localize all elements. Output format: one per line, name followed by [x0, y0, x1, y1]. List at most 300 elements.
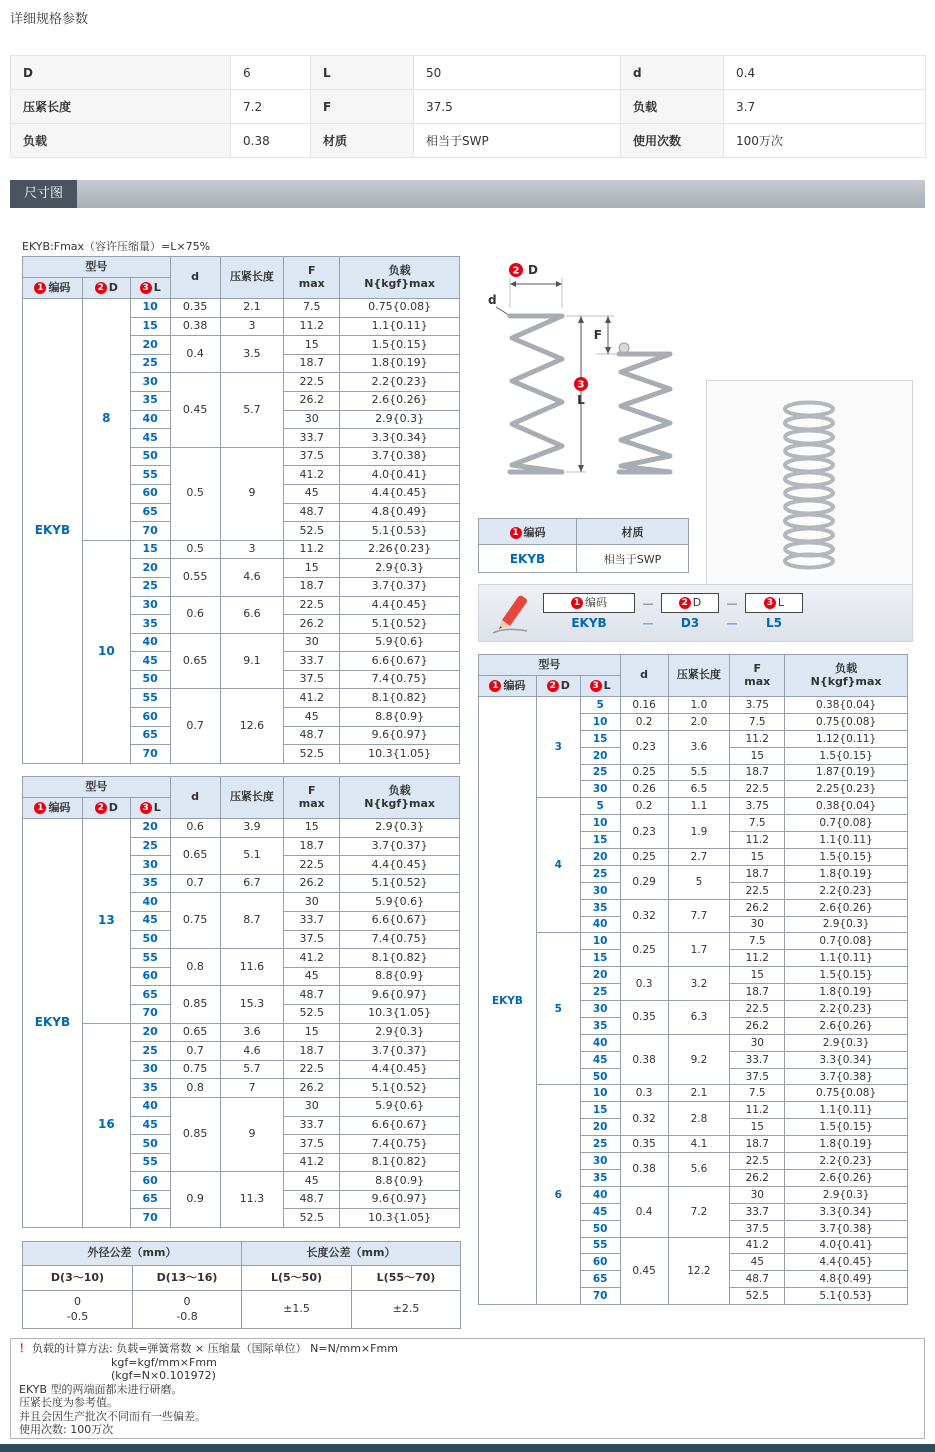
fmax-cell: 30	[284, 893, 340, 912]
compressed-length-cell: 9.1	[220, 633, 284, 689]
fmax-cell: 22.5	[284, 373, 340, 392]
load-cell: 8.8{0.9}	[340, 708, 460, 727]
tolerance-value: ±2.5	[352, 1291, 461, 1329]
load-cell: 8.8{0.9}	[340, 967, 460, 986]
load-cell: 2.9{0.3}	[340, 1023, 460, 1042]
length-cell: 25	[580, 984, 620, 1001]
wire-diameter-cell: 0.5	[170, 540, 220, 559]
spec-value: 相当于SWP	[414, 124, 621, 158]
load-cell: 3.3{0.34}	[340, 429, 460, 448]
model-code-cell: EKYB	[23, 819, 83, 1228]
length-cell: 65	[130, 1190, 170, 1209]
header-length: 3 L	[130, 278, 170, 299]
wire-diameter-cell: 0.5	[170, 447, 220, 540]
length-cell: 30	[130, 856, 170, 875]
note-line: 使用次数: 100万次	[19, 1423, 114, 1436]
fmax-cell: 30	[284, 633, 340, 652]
spec-summary-table	[10, 55, 926, 158]
length-cell: 20	[580, 747, 620, 764]
ordering-example-panel	[478, 584, 913, 642]
wire-diameter-cell: 0.32	[620, 1102, 668, 1136]
spec-value: 3.7	[724, 90, 926, 124]
compressed-length-cell: 1.0	[668, 697, 730, 714]
load-cell: 3.7{0.37}	[340, 1042, 460, 1061]
wire-diameter-cell: 0.45	[620, 1237, 668, 1305]
length-cell: 45	[130, 429, 170, 448]
wire-diameter-cell: 0.4	[620, 1186, 668, 1237]
red-number-3-icon: 3	[140, 802, 152, 814]
wire-diameter-cell: 0.75	[170, 1060, 220, 1079]
spec-label: 压紧长度	[11, 90, 231, 124]
load-cell: 2.2{0.23}	[785, 1153, 908, 1170]
fmax-cell: 18.7	[284, 1042, 340, 1061]
fmax-cell: 22.5	[730, 1153, 785, 1170]
fmax-cell: 7.5	[730, 1085, 785, 1102]
fmax-cell: 48.7	[284, 986, 340, 1005]
fmax-cell: 52.5	[284, 1209, 340, 1228]
load-cell: 10.3{1.05}	[340, 1004, 460, 1023]
length-cell: 35	[130, 874, 170, 893]
load-cell: 2.9{0.3}	[340, 410, 460, 429]
wire-diameter-cell: 0.2	[620, 713, 668, 730]
fmax-cell: 26.2	[284, 615, 340, 634]
fmax-cell: 18.7	[730, 1136, 785, 1153]
load-cell: 1.8{0.19}	[785, 865, 908, 882]
wire-diameter-cell: 0.26	[620, 781, 668, 798]
load-cell: 4.4{0.45}	[340, 1060, 460, 1079]
compressed-length-cell: 9.2	[668, 1034, 730, 1085]
length-cell: 25	[130, 354, 170, 373]
load-cell: 1.1{0.11}	[785, 832, 908, 849]
fmax-cell: 52.5	[284, 745, 340, 764]
length-cell: 50	[580, 1068, 620, 1085]
fmax-cell: 45	[284, 708, 340, 727]
page-title: 详细规格参数	[10, 12, 89, 27]
load-cell: 3.7{0.37}	[340, 837, 460, 856]
pencil-icon	[489, 592, 531, 636]
red-number-2-icon: 2	[679, 597, 691, 609]
size-row	[23, 299, 460, 318]
length-cell: 30	[130, 596, 170, 615]
fmax-cell: 26.2	[730, 1017, 785, 1034]
length-cell: 40	[580, 1034, 620, 1051]
load-cell: 9.6{0.97}	[340, 1190, 460, 1209]
fmax-cell: 41.2	[730, 1237, 785, 1254]
load-cell: 8.1{0.82}	[340, 949, 460, 968]
compressed-length-cell: 7	[220, 1079, 284, 1098]
load-cell: 1.12{0.11}	[785, 730, 908, 747]
dimension-section-badge: 尺寸图	[10, 180, 77, 208]
length-cell: 30	[130, 373, 170, 392]
note-line: EKYB 型的两端面都未进行研磨。	[19, 1382, 183, 1396]
wire-diameter-cell: 0.23	[620, 815, 668, 849]
load-cell: 8.1{0.82}	[340, 689, 460, 708]
spec-value: 6	[231, 56, 311, 90]
order-dash: —	[726, 616, 738, 630]
fmax-cell: 30	[730, 1186, 785, 1203]
spec-value: 0.4	[724, 56, 926, 90]
load-cell: 3.3{0.34}	[785, 1203, 908, 1220]
wire-diameter-cell: 0.75	[170, 893, 220, 949]
length-cell: 30	[580, 1153, 620, 1170]
load-cell: 2.9{0.3}	[785, 1034, 908, 1051]
fmax-cell: 48.7	[284, 503, 340, 522]
length-cell: 15	[130, 317, 170, 336]
length-cell: 50	[130, 1135, 170, 1154]
fmax-cell: 18.7	[284, 837, 340, 856]
load-cell: 2.26{0.23}	[340, 540, 460, 559]
outer-diameter-cell: 6	[536, 1085, 580, 1305]
length-cell: 5	[580, 798, 620, 815]
fmax-cell: 15	[730, 1119, 785, 1136]
length-cell: 65	[130, 503, 170, 522]
wire-diameter-cell: 0.38	[620, 1034, 668, 1085]
size-table-d13-d16	[22, 776, 460, 1228]
length-cell: 20	[130, 559, 170, 578]
load-cell: 10.3{1.05}	[340, 1209, 460, 1228]
load-cell: 0.38{0.04}	[785, 798, 908, 815]
length-cell: 40	[580, 916, 620, 933]
compressed-length-cell: 2.7	[668, 849, 730, 866]
load-cell: 9.6{0.97}	[340, 986, 460, 1005]
wire-diameter-cell: 0.35	[620, 1136, 668, 1153]
fmax-cell: 22.5	[284, 1060, 340, 1079]
spring-compressed-illustration	[619, 354, 670, 472]
compressed-length-cell: 4.6	[220, 559, 284, 596]
header-load: 负载 N{kgf}max	[785, 655, 908, 697]
fmax-cell: 15	[730, 967, 785, 984]
length-cell: 30	[580, 882, 620, 899]
length-cell: 20	[130, 819, 170, 838]
load-cell: 4.8{0.49}	[340, 503, 460, 522]
red-number-3-icon: 3	[140, 282, 152, 294]
fmax-cell: 15	[284, 559, 340, 578]
length-tolerance-header: 长度公差（mm）	[242, 1242, 461, 1266]
spring-size-table	[22, 776, 460, 1228]
load-cell: 2.9{0.3}	[785, 916, 908, 933]
load-cell: 2.6{0.26}	[785, 1017, 908, 1034]
header-code: 1 编码	[479, 676, 537, 697]
fmax-cell: 18.7	[730, 764, 785, 781]
load-cell: 1.5{0.15}	[785, 967, 908, 984]
fmax-cell: 22.5	[730, 1001, 785, 1018]
length-cell: 60	[580, 1254, 620, 1271]
wire-diameter-cell: 0.25	[620, 764, 668, 781]
load-cell: 1.1{0.11}	[340, 317, 460, 336]
wire-diameter-cell: 0.45	[170, 373, 220, 447]
tolerance-range: D(13～16)	[133, 1266, 242, 1291]
fmax-cell: 22.5	[284, 596, 340, 615]
wire-diameter-cell: 0.6	[170, 819, 220, 838]
spec-value: 7.2	[231, 90, 311, 124]
size-row	[479, 1085, 908, 1102]
load-cell: 2.6{0.26}	[340, 391, 460, 410]
fmax-cell: 11.2	[730, 832, 785, 849]
fmax-cell: 45	[284, 484, 340, 503]
spec-label: d	[621, 56, 724, 90]
compressed-length-cell: 3.9	[220, 819, 284, 838]
fmax-cell: 33.7	[284, 429, 340, 448]
length-cell: 45	[130, 1116, 170, 1135]
size-row	[23, 1023, 460, 1042]
fmax-cell: 41.2	[284, 1153, 340, 1172]
load-cell: 1.5{0.15}	[340, 336, 460, 355]
spec-value: 100万次	[724, 124, 926, 158]
load-cell: 2.2{0.23}	[785, 1001, 908, 1018]
load-cell: 5.1{0.53}	[785, 1288, 908, 1305]
fmax-cell: 33.7	[730, 1203, 785, 1220]
dimension-section-bar	[10, 180, 925, 208]
compressed-length-cell: 9	[220, 447, 284, 540]
compressed-length-cell: 3.6	[220, 1023, 284, 1042]
load-cell: 5.1{0.52}	[340, 1079, 460, 1098]
length-cell: 70	[130, 1004, 170, 1023]
load-cell: 6.6{0.67}	[340, 1116, 460, 1135]
wire-diameter-cell: 0.2	[620, 798, 668, 815]
fmax-cell: 22.5	[730, 781, 785, 798]
spec-label: 负载	[11, 124, 231, 158]
fmax-cell: 30	[730, 1034, 785, 1051]
compressed-length-cell: 1.1	[668, 798, 730, 815]
size-table-d3-d6	[478, 654, 908, 1305]
fmax-cell: 48.7	[284, 1190, 340, 1209]
wire-diameter-cell: 0.3	[620, 1085, 668, 1102]
load-cell: 3.7{0.38}	[785, 1220, 908, 1237]
load-cell: 1.5{0.15}	[785, 1119, 908, 1136]
fmax-cell: 18.7	[284, 354, 340, 373]
length-cell: 20	[580, 849, 620, 866]
load-cell: 2.6{0.26}	[785, 899, 908, 916]
fmax-cell: 7.5	[730, 933, 785, 950]
load-cell: 5.1{0.52}	[340, 615, 460, 634]
load-cell: 4.4{0.45}	[340, 856, 460, 875]
note-line: 并且会因生产批次不同而有一些偏差。	[19, 1409, 206, 1423]
fmax-cell: 33.7	[730, 1051, 785, 1068]
wire-diameter-cell: 0.38	[620, 1153, 668, 1187]
compressed-length-cell: 6.3	[668, 1001, 730, 1035]
size-row	[479, 697, 908, 714]
load-cell: 5.9{0.6}	[340, 1097, 460, 1116]
length-cell: 5	[580, 697, 620, 714]
fmax-cell: 48.7	[284, 726, 340, 745]
outer-diameter-cell: 16	[82, 1023, 130, 1228]
load-cell: 2.9{0.3}	[785, 1186, 908, 1203]
header-model: 型号	[23, 777, 171, 798]
load-cell: 2.2{0.23}	[340, 373, 460, 392]
length-cell: 25	[580, 1136, 620, 1153]
header-compress: 压紧长度	[220, 777, 284, 819]
wire-diameter-cell: 0.3	[620, 967, 668, 1001]
order-code-value: EKYB	[571, 616, 607, 630]
compressed-length-cell: 3.2	[668, 967, 730, 1001]
red-number-1-icon: 1	[34, 802, 46, 814]
length-cell: 60	[130, 708, 170, 727]
length-cell: 45	[130, 652, 170, 671]
spec-value: 37.5	[414, 90, 621, 124]
compressed-length-cell: 3	[220, 540, 284, 559]
load-cell: 1.1{0.11}	[785, 950, 908, 967]
compressed-length-cell: 2.8	[668, 1102, 730, 1136]
outer-diameter-cell: 13	[82, 819, 130, 1024]
load-cell: 4.0{0.41}	[340, 466, 460, 485]
spring-free-illustration	[510, 316, 562, 472]
wire-diameter-cell: 0.7	[170, 1042, 220, 1061]
length-cell: 65	[580, 1271, 620, 1288]
fmax-cell: 26.2	[730, 899, 785, 916]
length-cell: 45	[130, 911, 170, 930]
tolerance-table-wrap	[22, 1241, 460, 1329]
load-cell: 0.7{0.08}	[785, 933, 908, 950]
header-model: 型号	[479, 655, 621, 676]
compressed-length-cell: 6.7	[220, 874, 284, 893]
length-cell: 30	[130, 1060, 170, 1079]
order-dash: —	[642, 616, 654, 630]
load-cell: 5.1{0.52}	[340, 874, 460, 893]
compressed-length-cell: 6.6	[220, 596, 284, 633]
load-cell: 1.8{0.19}	[785, 1136, 908, 1153]
load-cell: 6.6{0.67}	[340, 652, 460, 671]
length-cell: 55	[130, 689, 170, 708]
fmax-cell: 37.5	[730, 1220, 785, 1237]
outer-diameter-cell: 8	[82, 299, 130, 541]
compressed-length-cell: 1.7	[668, 933, 730, 967]
wire-diameter-cell: 0.35	[620, 1001, 668, 1035]
length-cell: 70	[580, 1288, 620, 1305]
load-cell: 2.2{0.23}	[785, 882, 908, 899]
material-code-header: 1 编码	[479, 519, 577, 545]
tolerance-value: 0 -0.8	[133, 1291, 242, 1329]
load-cell: 2.25{0.23}	[785, 781, 908, 798]
length-cell: 10	[580, 815, 620, 832]
fmax-cell: 7.5	[730, 713, 785, 730]
compressed-length-cell: 12.6	[220, 689, 284, 763]
fmax-cell: 26.2	[284, 874, 340, 893]
red-number-1-icon: 1	[34, 282, 46, 294]
red-number-1-icon: 1	[571, 597, 583, 609]
red-number-2-icon: 2	[95, 282, 107, 294]
load-cell: 4.4{0.45}	[340, 596, 460, 615]
wire-diameter-cell: 0.32	[620, 899, 668, 933]
compressed-length-cell: 3	[220, 317, 284, 336]
length-cell: 35	[580, 1017, 620, 1034]
fmax-cell: 11.2	[284, 317, 340, 336]
length-cell: 10	[580, 713, 620, 730]
red-number-2-icon: 2	[547, 680, 559, 692]
length-cell: 40	[580, 1186, 620, 1203]
length-cell: 30	[580, 781, 620, 798]
load-cell: 2.6{0.26}	[785, 1169, 908, 1186]
header-load: 负载 N{kgf}max	[340, 257, 460, 299]
length-cell: 50	[130, 447, 170, 466]
load-cell: 0.75{0.08}	[785, 1085, 908, 1102]
spec-row	[11, 124, 926, 158]
fmax-cell: 33.7	[284, 652, 340, 671]
spec-label: 材质	[311, 124, 414, 158]
tolerance-range: L(55～70)	[352, 1266, 461, 1291]
load-cell: 3.7{0.37}	[340, 577, 460, 596]
outer-diameter-cell: 3	[536, 697, 580, 798]
tolerance-range: D(3～10)	[23, 1266, 133, 1291]
length-cell: 40	[130, 633, 170, 652]
compressed-length-cell: 4.1	[668, 1136, 730, 1153]
order-code-box: 1 编码	[543, 593, 635, 613]
compressed-length-cell: 12.2	[668, 1237, 730, 1305]
wire-diameter-cell: 0.7	[170, 874, 220, 893]
length-cell: 70	[130, 522, 170, 541]
load-cell: 1.1{0.11}	[785, 1102, 908, 1119]
header-fmax: F max	[730, 655, 785, 697]
svg-text:2: 2	[512, 265, 520, 277]
length-cell: 15	[580, 950, 620, 967]
header-model: 型号	[23, 257, 171, 278]
product-photo	[706, 380, 913, 590]
load-cell: 1.5{0.15}	[785, 849, 908, 866]
material-value: 相当于SWP	[577, 545, 689, 573]
header-outer-diameter: 2 D	[82, 798, 130, 819]
load-cell: 1.5{0.15}	[785, 747, 908, 764]
compressed-length-cell: 3.6	[668, 730, 730, 764]
load-cell: 7.4{0.75}	[340, 670, 460, 689]
red-number-1-icon: 1	[489, 680, 501, 692]
wire-diameter-cell: 0.9	[170, 1172, 220, 1228]
length-cell: 25	[580, 865, 620, 882]
load-cell: 3.7{0.38}	[785, 1068, 908, 1085]
load-cell: 5.9{0.6}	[340, 893, 460, 912]
length-cell: 45	[580, 1203, 620, 1220]
wire-diameter-cell: 0.65	[170, 1023, 220, 1042]
compressed-length-cell: 11.6	[220, 949, 284, 986]
model-code-cell: EKYB	[23, 299, 83, 764]
header-length: 3 L	[130, 798, 170, 819]
outer-diameter-cell: 10	[82, 540, 130, 763]
wire-diameter-cell: 0.65	[170, 837, 220, 874]
length-cell: 50	[130, 930, 170, 949]
compressed-length-cell: 7.2	[668, 1186, 730, 1237]
wire-diameter-cell: 0.8	[170, 1079, 220, 1098]
fmax-cell: 11.2	[730, 730, 785, 747]
length-cell: 25	[130, 577, 170, 596]
fmax-cell: 37.5	[284, 670, 340, 689]
fmax-cell: 15	[730, 747, 785, 764]
fmax-cell: 41.2	[284, 466, 340, 485]
spring-photo-illustration	[707, 381, 912, 589]
fmax-cell: 52.5	[730, 1288, 785, 1305]
length-cell: 55	[580, 1237, 620, 1254]
length-cell: 55	[130, 949, 170, 968]
length-cell: 15	[580, 832, 620, 849]
length-cell: 65	[130, 726, 170, 745]
wire-diameter-cell: 0.25	[620, 933, 668, 967]
header-d: d	[620, 655, 668, 697]
spring-size-table	[478, 654, 908, 1305]
fmax-cell: 11.2	[284, 540, 340, 559]
material-header: 材质	[577, 519, 689, 545]
load-cell: 1.87{0.19}	[785, 764, 908, 781]
compressed-length-cell: 11.3	[220, 1172, 284, 1228]
length-cell: 60	[130, 484, 170, 503]
fmax-cell: 37.5	[730, 1068, 785, 1085]
length-cell: 25	[130, 1042, 170, 1061]
load-cell: 5.1{0.53}	[340, 522, 460, 541]
length-cell: 20	[130, 336, 170, 355]
wire-diameter-cell: 0.29	[620, 865, 668, 899]
header-code: 1 编码	[23, 278, 83, 299]
fmax-cell: 30	[730, 916, 785, 933]
svg-text:3: 3	[577, 379, 585, 391]
size-table-d8-d10	[22, 256, 460, 764]
length-cell: 55	[130, 466, 170, 485]
bottom-bar	[0, 1444, 935, 1452]
